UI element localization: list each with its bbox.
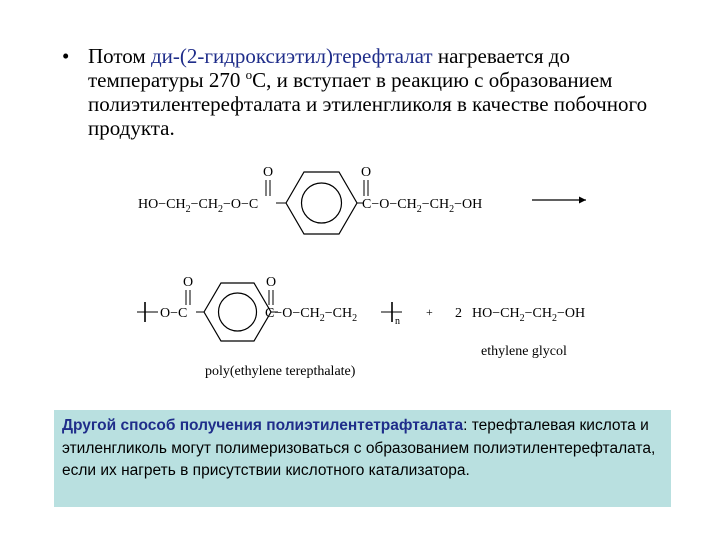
- bullet-marker: •: [62, 44, 70, 68]
- formula-ch: CH: [532, 306, 552, 321]
- label-ethylene-glycol: ethylene glycol: [481, 344, 567, 359]
- formula-c: C: [178, 306, 188, 321]
- plus-sign: +: [426, 305, 433, 319]
- info-highlight: Другой способ получения полиэтилентетрафталата: [62, 417, 464, 434]
- svg-text:C−O−CH2−CH2−OH: $C-O-CH_2-CH_2-OH$: [362, 197, 483, 215]
- svg-text:C−O−CH2−CH2: $C-O-CH_2-CH_2$: [265, 306, 358, 324]
- formula-sub-2: 2: [519, 313, 525, 324]
- label-pet: poly(ethylene terepthalate): [205, 364, 356, 379]
- formula-sub-2: 2: [449, 204, 455, 215]
- formula-c: C: [248, 197, 259, 212]
- formula-ho: HO: [138, 197, 159, 212]
- formula-oh: OH: [462, 197, 483, 212]
- formula-ch: CH: [429, 197, 450, 212]
- formula-ch: CH: [500, 306, 520, 321]
- bullet-mid: нагревается до температуры 270: [88, 44, 570, 92]
- formula-sub-2: 2: [352, 313, 358, 324]
- formula-c: C: [265, 306, 275, 321]
- svg-text:HO−CH2−CH2−OH: $HO-CH_2-CH_2-OH$: [472, 306, 586, 324]
- formula-c: C: [362, 197, 372, 212]
- formula-oh: OH: [564, 306, 586, 321]
- formula-o: O: [160, 306, 171, 321]
- svg-text:HO−CH2−CH2−O−C: $HO-CH_2-CH_2-O-C$: [138, 197, 259, 215]
- formula-ch: CH: [198, 197, 218, 212]
- formula-o: O: [230, 197, 241, 212]
- repeat-n: n: [395, 316, 400, 327]
- coefficient: 2: [455, 306, 462, 321]
- reaction-arrow-icon: [532, 197, 586, 204]
- benzene-ring-icon: [204, 283, 271, 341]
- formula-ch: CH: [397, 197, 417, 212]
- formula-ch: CH: [166, 197, 186, 212]
- info-text: : терефталевая кислота и этиленгликоль могут полимеризоваться с образованием полиэтилентерефталата, если их нагреть в присутствии кислотного катализатора.: [62, 417, 656, 479]
- degree-mark: o: [245, 67, 253, 82]
- formula-ch: CH: [332, 306, 353, 321]
- carbonyl-o-right: O: [265, 275, 277, 290]
- svg-text:O−C: O−C: [160, 306, 188, 321]
- bullet-pre: Потом: [88, 44, 151, 68]
- formula-sub-2: 2: [551, 313, 557, 324]
- info-box: [54, 410, 671, 507]
- formula-sub-2: 2: [185, 204, 191, 215]
- formula-sub-2: 2: [416, 204, 422, 215]
- formula-o: O: [379, 197, 390, 212]
- formula-o: O: [282, 306, 293, 321]
- bullet-highlight: ди-(2-гидроксиэтил)терефталат: [150, 44, 433, 68]
- bullet-paragraph: [62, 44, 682, 140]
- formula-ho: HO: [472, 306, 493, 321]
- formula-sub-2: 2: [217, 204, 223, 215]
- carbonyl-o-left: O: [182, 275, 194, 290]
- formula-sub-2: 2: [319, 313, 325, 324]
- formula-ch: CH: [300, 306, 320, 321]
- bullet-text: [88, 44, 682, 140]
- bullet-post: C, и вступает в реакцию с образованием полиэтилентерефталата и этиленгликоля в качестве побочного продукта.: [88, 68, 648, 140]
- carbonyl-o-left: O: [262, 165, 274, 180]
- benzene-ring-icon: [286, 172, 357, 234]
- carbonyl-o-right: O: [360, 165, 372, 180]
